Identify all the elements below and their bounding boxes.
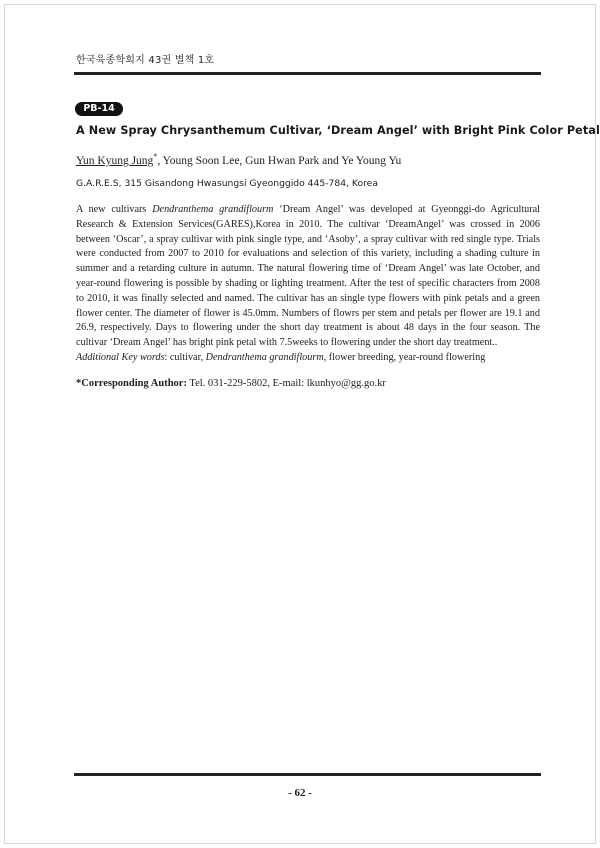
- keywords-text-1: : cultivar,: [164, 352, 206, 363]
- coauthors: , Young Soon Lee, Gun Hwan Park and Ye Young Yu: [157, 154, 402, 167]
- keywords-species: Dendranthema grandiflourm: [205, 352, 324, 363]
- page-number: - 62 -: [288, 787, 312, 799]
- paper-title: A New Spray Chrysanthemum Cultivar, ‘Dream Angel’ with Bright Pink Color Petal: [76, 124, 600, 137]
- main-author: Yun Kyung Jung: [76, 154, 154, 167]
- affiliation: G.A.R.E.S, 315 Gisandong Hwasungsi Gyeonggido 445-784, Korea: [76, 178, 378, 189]
- abstract-text-2: ‘Dream Angel’ was developed at Gyeonggi-do Agricultural Research & Extension Services(GARES),Korea in 2010. The cultivar ‘DreamAngel’ was crossed in 2006 between ‘Oscar’, a spray cultivar with pink single type, and ‘Asoby’, a spray cultivar with red single type. Trials were conducted from 2007 to 2010 for evaluations and selection of this variety, including a shading culture in summer and a retarding culture in autumn. The natural flowering time of ‘Dream Angel’ was late October, and year-round flowering is possible by shading or lighting treatment. After the test of specific characters from 2008 to 2010, it was finally selected and named. The cultivar has an single type flowers with pink petals and a green flower center. The diameter of flower is 45.0mm. Numbers of flowrs per stem and petals per flower are 19.1 and 26.9, respectively. Days to flowering under the short day treatment is about 48 days in the four season. The cultivar ‘Dream Angel’ has bright pink petal with 7.5weeks to flowering under the short day treatment..: [76, 204, 540, 349]
- abstract: [76, 203, 540, 351]
- species-name: Dendranthema grandiflourm: [152, 204, 274, 215]
- author-list: [76, 152, 401, 167]
- abstract-text-1: A new cultivars: [76, 204, 153, 215]
- corresponding-label: *Corresponding Author:: [76, 378, 187, 389]
- header-rule: [74, 72, 541, 75]
- corresponding-author: [76, 378, 386, 389]
- keywords-label: Additional Key words: [76, 352, 165, 363]
- journal-header: 한국육종학회지 43권 별책 1호: [76, 55, 215, 66]
- corresponding-marker: *: [153, 152, 158, 161]
- keywords-text-2: , flower breeding, year-round flowering: [323, 352, 486, 363]
- keywords: [76, 351, 540, 366]
- paper-id-badge: PB-14: [75, 102, 123, 116]
- abstract-paragraph: [76, 203, 540, 351]
- corresponding-contact: Tel. 031-229-5802, E-mail: lkunhyo@gg.go.kr: [186, 378, 386, 389]
- footer-rule: [74, 773, 541, 776]
